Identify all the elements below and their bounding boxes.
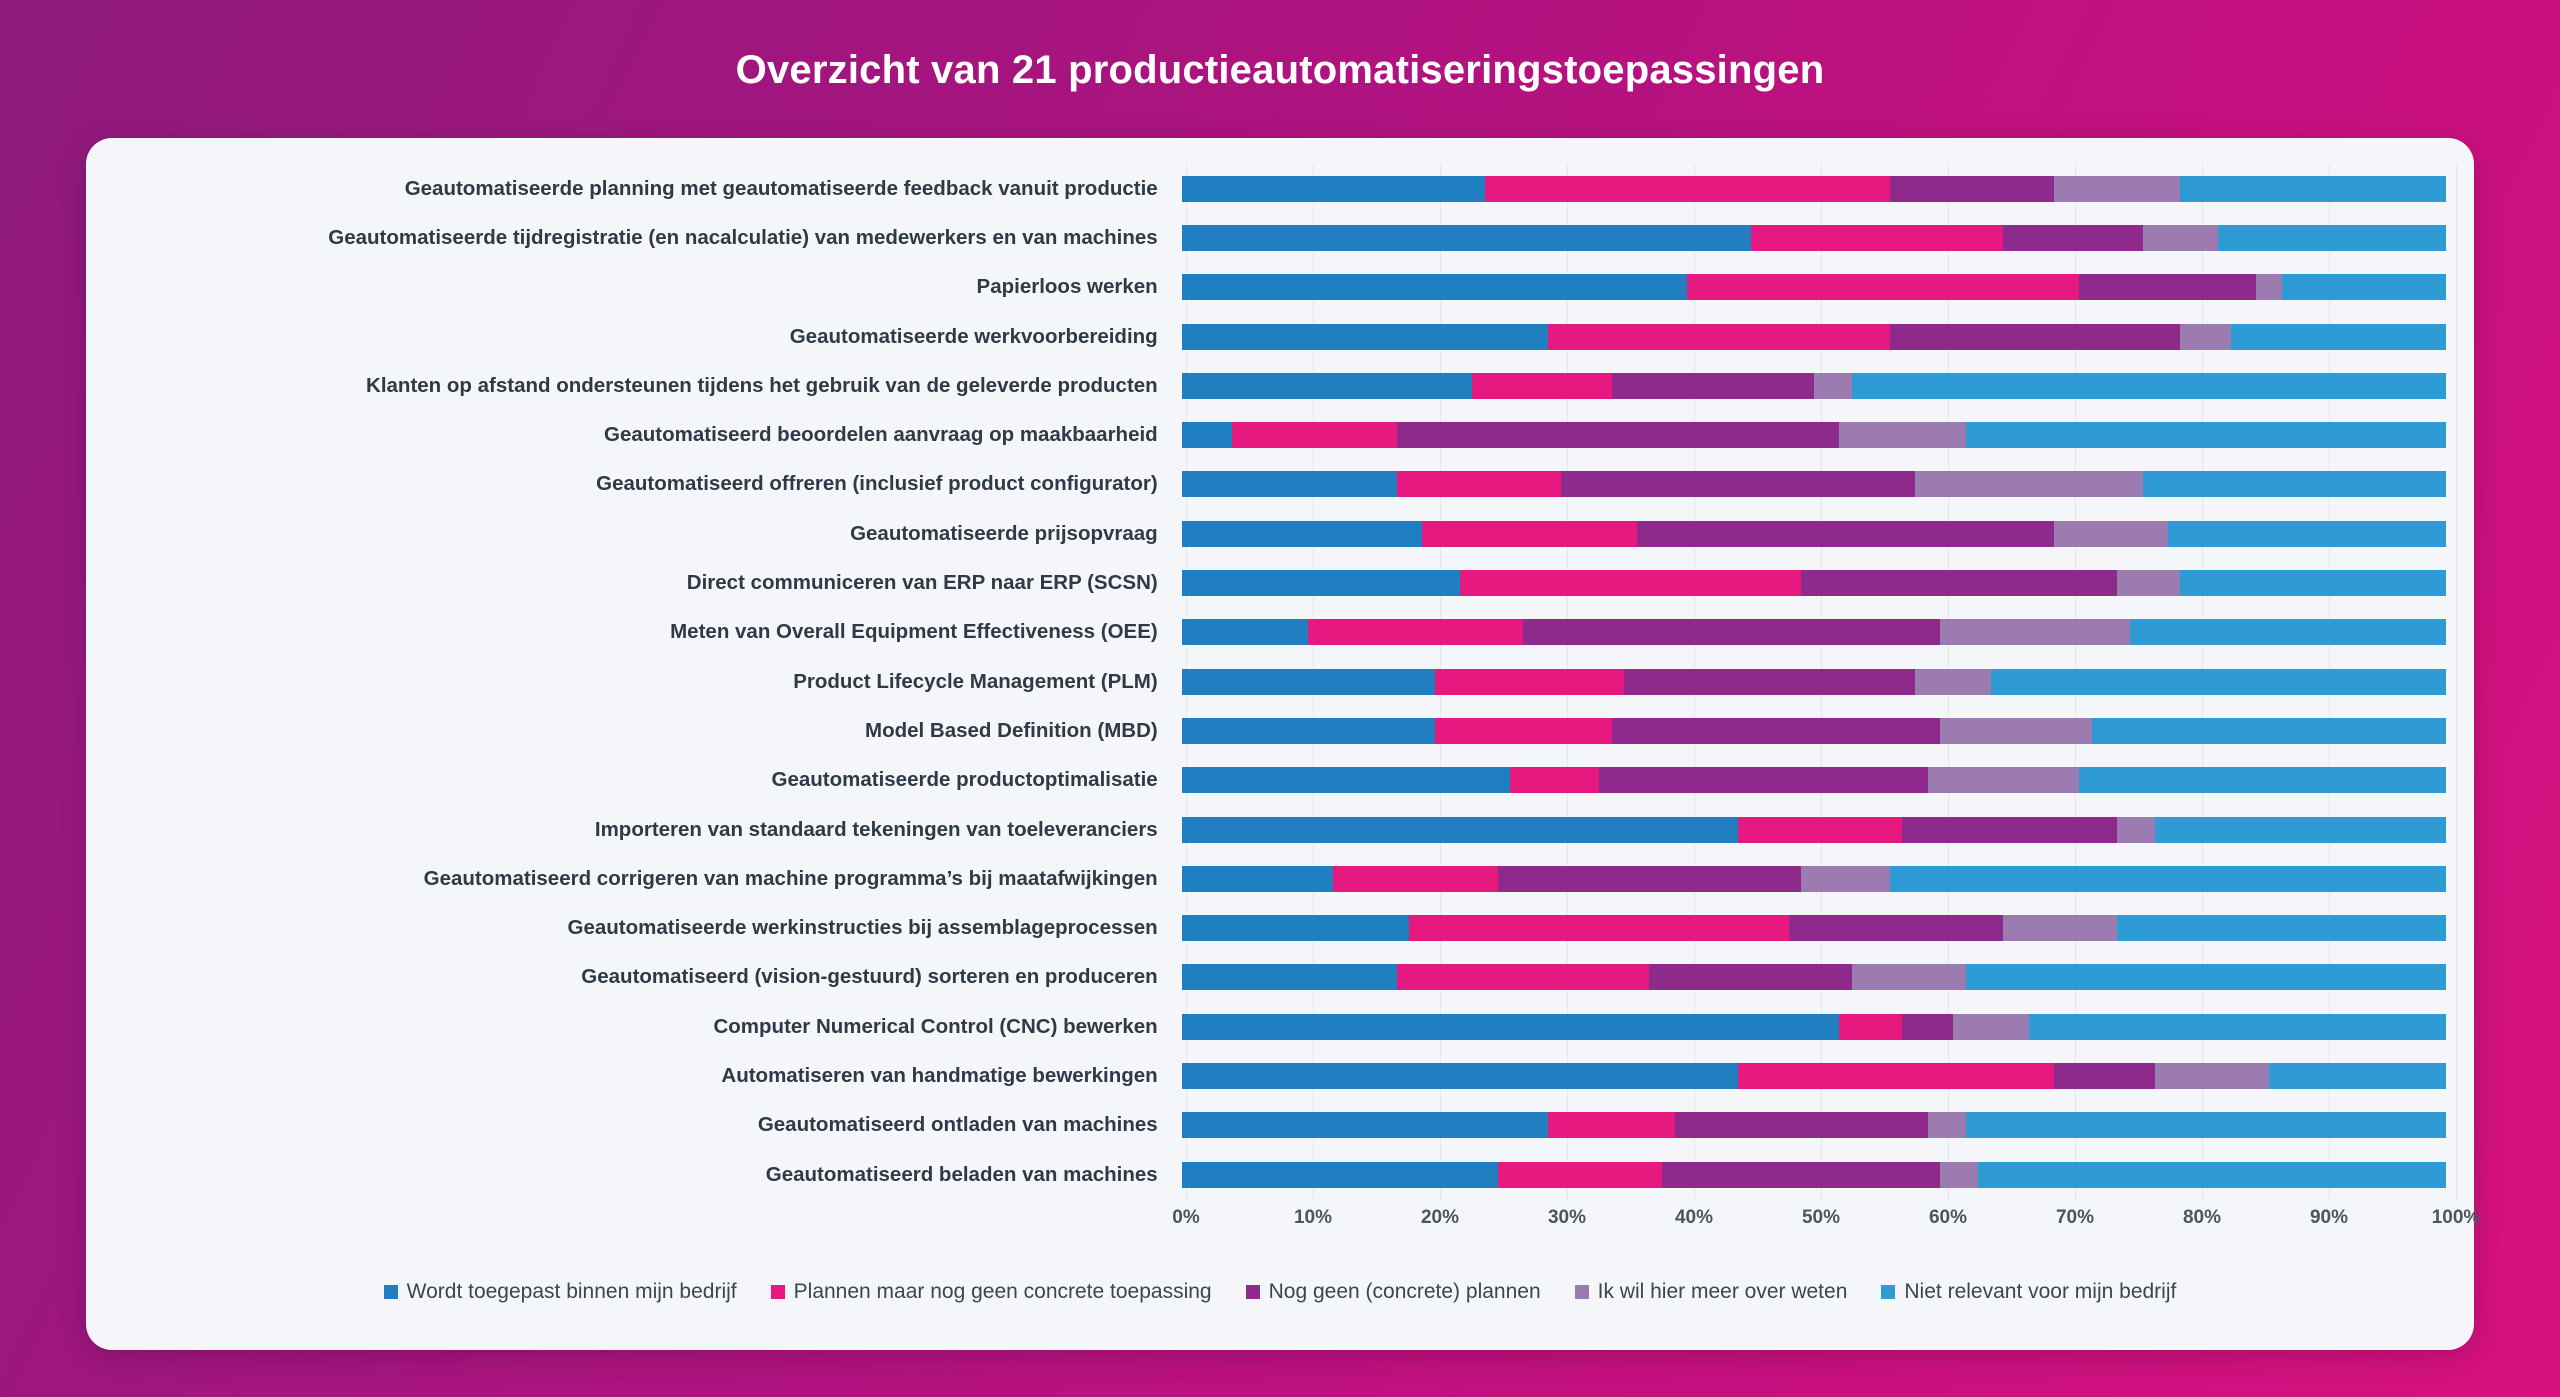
chart-bar-segment	[1409, 915, 1788, 941]
chart-bar-segment	[1333, 866, 1497, 892]
chart-bar-segment	[1182, 570, 1460, 596]
chart-row-label: Geautomatiseerde prijsopvraag	[850, 521, 1158, 545]
chart-bar-segment	[2143, 225, 2219, 251]
chart-row	[206, 558, 2446, 607]
chart-bar-segment	[1182, 817, 1738, 843]
chart-bar-segment	[1182, 1162, 1498, 1188]
x-axis-tick-label: 30%	[1547, 1207, 1587, 1229]
chart-row	[206, 854, 2446, 903]
chart-bar-segment	[1182, 1063, 1738, 1089]
chart-row-label: Geautomatiseerd ontladen van machines	[757, 1113, 1158, 1137]
legend-label: Nog geen (concrete) plannen	[1268, 1280, 1541, 1303]
chart-bar-segment	[2054, 176, 2180, 202]
legend-swatch-icon	[771, 1285, 785, 1299]
chart-bar-segment	[1814, 373, 1852, 399]
chart-bar-segment	[1460, 570, 1801, 596]
chart-row-label: Meten van Overall Equipment Effectiveness (OEE)	[670, 620, 1158, 644]
chart-bar-segment	[1397, 964, 1650, 990]
chart-bar-segment	[1182, 767, 1511, 793]
chart-bar	[1182, 274, 2446, 300]
chart-row	[206, 953, 2446, 1002]
gridline	[2456, 164, 2457, 1200]
chart-bar-segment	[1738, 817, 1902, 843]
legend-label: Niet relevant voor mijn bedrijf	[1904, 1280, 2177, 1303]
x-axis-tick-label: 50%	[1801, 1207, 1841, 1229]
chart-bar-segment	[1751, 225, 2004, 251]
chart-bar	[1182, 373, 2446, 399]
legend-swatch-icon	[1881, 1285, 1895, 1299]
chart-row	[206, 410, 2446, 459]
chart-row-label: Model Based Definition (MBD)	[865, 718, 1158, 742]
chart-bar-segment	[1966, 1112, 2446, 1138]
chart-row-label: Automatiseren van handmatige bewerkingen	[721, 1063, 1158, 1087]
chart-bar-segment	[1662, 1162, 1940, 1188]
chart-bar-segment	[1966, 422, 2446, 448]
chart-bar	[1182, 817, 2446, 843]
chart-bar-segment	[2117, 570, 2180, 596]
chart-bar-segment	[1789, 915, 2004, 941]
chart-bar-segment	[1890, 176, 2054, 202]
x-axis-tick-label: 70%	[2055, 1207, 2095, 1229]
chart-bar-segment	[1182, 718, 1435, 744]
chart-bar-segment	[1523, 619, 1940, 645]
chart-bar-segment	[1510, 767, 1599, 793]
chart-row	[206, 608, 2446, 657]
chart-bar-segment	[1397, 422, 1840, 448]
chart-row	[206, 1002, 2446, 1051]
chart-row-label: Papierloos werken	[976, 275, 1158, 299]
chart-bar-segment	[2003, 225, 2142, 251]
chart-bar-segment	[1991, 669, 2446, 695]
chart-bar-segment	[2180, 570, 2446, 596]
chart-bar-segment	[1928, 767, 2080, 793]
chart-bar-segment	[2168, 521, 2446, 547]
chart-row-label: Product Lifecycle Management (PLM)	[793, 669, 1158, 693]
chart-bar	[1182, 866, 2446, 892]
legend-item[interactable]	[1575, 1280, 1848, 1304]
chart-bar-segment	[1902, 817, 2117, 843]
chart-row	[206, 312, 2446, 361]
chart-row	[206, 460, 2446, 509]
x-axis-tick-label: 90%	[2309, 1207, 2349, 1229]
chart-bar-segment	[1902, 1014, 1953, 1040]
chart-plot-area	[86, 164, 2481, 1229]
chart-card	[86, 138, 2481, 1350]
chart-legend	[86, 1280, 2474, 1304]
chart-row	[206, 1101, 2446, 1150]
chart-bar-segment	[2256, 274, 2281, 300]
chart-bar-segment	[2218, 225, 2446, 251]
x-axis-tick-label: 60%	[1928, 1207, 1968, 1229]
chart-bar-segment	[2130, 619, 2446, 645]
chart-row-label: Klanten op afstand ondersteunen tijdens het gebruik van de geleverde producten	[366, 373, 1158, 397]
chart-row	[206, 903, 2446, 952]
chart-row-label: Geautomatiseerde werkvoorbereiding	[789, 324, 1158, 348]
chart-row	[206, 509, 2446, 558]
page-title: Overzicht van 21 productieautomatiseringstoepassingen	[735, 48, 1825, 92]
chart-bar-segment	[1498, 866, 1801, 892]
x-axis-tick-label: 10%	[1293, 1207, 1333, 1229]
chart-bar-segment	[1839, 422, 1965, 448]
chart-bar-segment	[2180, 324, 2231, 350]
chart-bar	[1182, 570, 2446, 596]
chart-row-label: Computer Numerical Control (CNC) bewerken	[713, 1014, 1158, 1038]
legend-label: Wordt toegepast binnen mijn bedrijf	[406, 1280, 737, 1303]
chart-bar-segment	[1675, 1112, 1928, 1138]
chart-bar-segment	[1624, 669, 1915, 695]
chart-bar	[1182, 471, 2446, 497]
chart-bar-segment	[2092, 718, 2446, 744]
x-axis	[1172, 1199, 2481, 1239]
chart-row-label: Geautomatiseerd corrigeren van machine programma’s bij maatafwijkingen	[423, 866, 1158, 890]
chart-bar-segment	[1182, 176, 1485, 202]
chart-bar	[1182, 225, 2446, 251]
legend-swatch-icon	[384, 1285, 398, 1299]
chart-row	[206, 263, 2446, 312]
chart-bar	[1182, 422, 2446, 448]
chart-bar-segment	[1548, 324, 1889, 350]
chart-bar-segment	[2143, 471, 2446, 497]
chart-bar-segment	[1182, 964, 1397, 990]
chart-row	[206, 361, 2446, 410]
chart-row-label: Geautomatiseerd (vision-gestuurd) sorteren en produceren	[581, 965, 1158, 989]
legend-item[interactable]	[384, 1280, 737, 1304]
chart-bar	[1182, 718, 2446, 744]
chart-bar	[1182, 964, 2446, 990]
chart-bar-segment	[1940, 718, 2092, 744]
chart-bar	[1182, 521, 2446, 547]
chart-bar-segment	[1940, 619, 2130, 645]
x-axis-tick-label: 80%	[2182, 1207, 2222, 1229]
chart-bar-segment	[2079, 274, 2256, 300]
chart-row	[206, 1150, 2446, 1199]
chart-bar	[1182, 176, 2446, 202]
chart-bar	[1182, 669, 2446, 695]
chart-bar-segment	[1852, 964, 1966, 990]
chart-bar-segment	[1182, 866, 1334, 892]
chart-bar-segment	[1953, 1014, 2029, 1040]
chart-row-label: Geautomatiseerd offreren (inclusief product configurator)	[596, 472, 1158, 496]
chart-bar-segment	[1308, 619, 1523, 645]
chart-row-label: Geautomatiseerde planning met geautomatiseerde feedback vanuit productie	[404, 176, 1158, 200]
chart-bar-segment	[1182, 669, 1435, 695]
chart-bar	[1182, 619, 2446, 645]
chart-bar-segment	[1182, 274, 1688, 300]
chart-row-label: Geautomatiseerd beoordelen aanvraag op maakbaarheid	[604, 423, 1158, 447]
chart-bar-segment	[1649, 964, 1851, 990]
chart-bar-segment	[1182, 373, 1473, 399]
chart-bar-segment	[2231, 324, 2446, 350]
chart-row-label: Geautomatiseerd beladen van machines	[765, 1162, 1158, 1186]
chart-bar-segment	[1182, 521, 1422, 547]
chart-row	[206, 805, 2446, 854]
chart-bar-segment	[1890, 866, 2446, 892]
chart-bar-segment	[1561, 471, 1915, 497]
chart-row	[206, 706, 2446, 755]
chart-row	[206, 213, 2446, 262]
chart-bar-segment	[1612, 718, 1941, 744]
chart-bar	[1182, 1014, 2446, 1040]
legend-swatch-icon	[1575, 1285, 1589, 1299]
chart-bar-segment	[1397, 471, 1561, 497]
legend-label: Plannen maar nog geen concrete toepassing	[793, 1280, 1212, 1303]
chart-bar	[1182, 324, 2446, 350]
x-axis-tick-label: 0%	[1172, 1207, 1200, 1229]
chart-bar-segment	[1182, 225, 1751, 251]
x-axis-tick-label: 100%	[2431, 1207, 2481, 1229]
chart-bar-segment	[1435, 718, 1612, 744]
chart-bar-segment	[1182, 324, 1549, 350]
legend-item[interactable]	[771, 1280, 1212, 1304]
x-axis-tick-label: 40%	[1674, 1207, 1714, 1229]
chart-bar-segment	[1915, 471, 2143, 497]
chart-bar-segment	[2029, 1014, 2446, 1040]
chart-bar-segment	[1182, 422, 1233, 448]
chart-bar	[1182, 1162, 2446, 1188]
chart-bar-segment	[1498, 1162, 1662, 1188]
chart-bar-segment	[2282, 274, 2446, 300]
chart-row-label: Direct communiceren van ERP naar ERP (SCSN)	[686, 571, 1158, 595]
chart-bar-segment	[1182, 471, 1397, 497]
legend-item[interactable]	[1881, 1280, 2176, 1304]
chart-bar-segment	[1839, 1014, 1902, 1040]
chart-bar-segment	[1435, 669, 1625, 695]
chart-row-label: Geautomatiseerde werkinstructies bij assemblageprocessen	[567, 916, 1158, 940]
chart-bar-segment	[1801, 570, 2117, 596]
chart-bar-segment	[2155, 1063, 2269, 1089]
chart-bar-segment	[2003, 915, 2117, 941]
chart-row	[206, 657, 2446, 706]
chart-bar-segment	[1485, 176, 1890, 202]
chart-bar-segment	[1472, 373, 1611, 399]
legend-swatch-icon	[1246, 1285, 1260, 1299]
chart-row	[206, 756, 2446, 805]
chart-bar-segment	[1940, 1162, 1978, 1188]
chart-row-label: Geautomatiseerde tijdregistratie (en nacalculatie) van medewerkers en van machines	[328, 225, 1158, 249]
chart-bar-segment	[2117, 915, 2446, 941]
chart-bar-segment	[1182, 1112, 1549, 1138]
chart-bar	[1182, 767, 2446, 793]
chart-bar-segment	[1801, 866, 1890, 892]
chart-rows	[206, 164, 2446, 1199]
legend-label: Ik wil hier meer over weten	[1597, 1280, 1848, 1303]
chart-bar-segment	[1182, 915, 1410, 941]
chart-bar-segment	[2269, 1063, 2446, 1089]
chart-bar-segment	[1852, 373, 2446, 399]
chart-bar-segment	[1687, 274, 2079, 300]
chart-bar-segment	[1422, 521, 1637, 547]
chart-bar-segment	[2180, 176, 2446, 202]
chart-bar-segment	[2155, 817, 2446, 843]
chart-bar-segment	[1232, 422, 1396, 448]
chart-bar-segment	[1182, 619, 1308, 645]
chart-bar-segment	[1928, 1112, 1966, 1138]
chart-bar-segment	[2117, 817, 2155, 843]
x-axis-tick-label: 20%	[1420, 1207, 1460, 1229]
chart-bar-segment	[2054, 1063, 2155, 1089]
chart-bar-segment	[1890, 324, 2181, 350]
chart-bar	[1182, 915, 2446, 941]
chart-bar-segment	[1738, 1063, 2054, 1089]
chart-bar	[1182, 1112, 2446, 1138]
chart-bar-segment	[1915, 669, 1991, 695]
chart-bar-segment	[1182, 1014, 1839, 1040]
chart-row	[206, 164, 2446, 213]
chart-bar-segment	[1637, 521, 2054, 547]
chart-bar-segment	[1978, 1162, 2446, 1188]
chart-bar-segment	[1599, 767, 1928, 793]
chart-bar-segment	[1966, 964, 2446, 990]
chart-row-label: Geautomatiseerde productoptimalisatie	[771, 768, 1158, 792]
chart-bar	[1182, 1063, 2446, 1089]
chart-row-label: Importeren van standaard tekeningen van toeleveranciers	[594, 817, 1158, 841]
chart-bar-segment	[1612, 373, 1814, 399]
chart-bar-segment	[1548, 1112, 1674, 1138]
chart-row	[206, 1051, 2446, 1100]
chart-bar-segment	[2054, 521, 2168, 547]
chart-bar-segment	[2079, 767, 2446, 793]
legend-item[interactable]	[1246, 1280, 1541, 1304]
